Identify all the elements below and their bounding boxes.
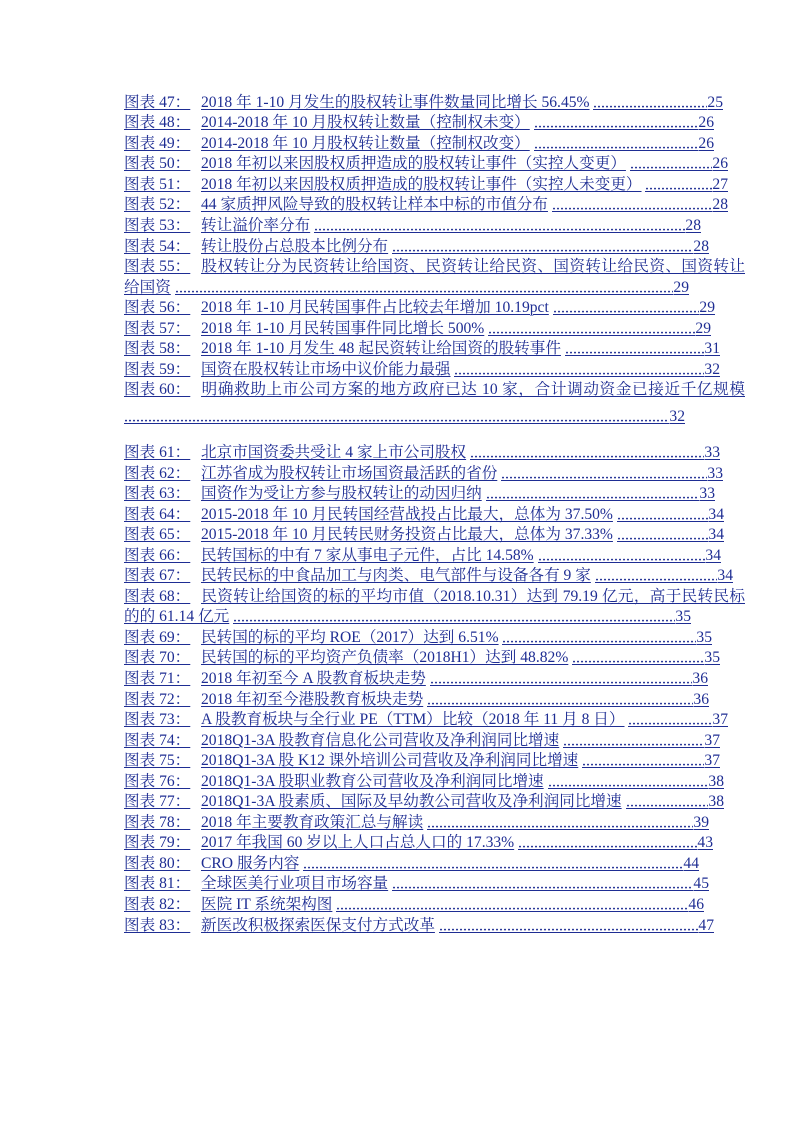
leader-and-page[interactable] [430, 670, 708, 687]
figure-title[interactable]: 全球医美行业项目市场容量 [201, 875, 389, 893]
page-number[interactable]: 47 [698, 916, 714, 934]
figure-number-label[interactable]: 图表 63： [124, 485, 191, 503]
dot-leader[interactable] [392, 886, 693, 891]
figure-number-label[interactable]: 图表 54： [124, 237, 191, 255]
page-number[interactable]: 29 [699, 299, 715, 317]
toc-entry[interactable] [124, 690, 745, 711]
leader-and-page[interactable] [454, 361, 720, 378]
toc-entry[interactable] [124, 216, 745, 237]
dot-leader[interactable] [233, 619, 675, 624]
figure-number-label[interactable]: 图表 69： [124, 628, 191, 646]
figure-title[interactable]: 明确救助上市公司方案的地方政府已达 10 家，合计调动资金已接近千亿规模 [201, 381, 745, 399]
section-gap [124, 432, 745, 443]
figure-number-label[interactable]: 图表 73： [124, 711, 191, 729]
figure-number-label[interactable]: 图表 64： [124, 505, 191, 523]
leader-and-page[interactable] [645, 176, 728, 193]
figure-number-label[interactable]: 图表 48： [124, 114, 191, 132]
figure-number-label[interactable]: 图表 83： [124, 916, 191, 934]
leader-and-page[interactable] [553, 299, 715, 316]
leader-and-page[interactable] [427, 691, 709, 708]
dot-leader[interactable] [454, 372, 704, 377]
dot-leader[interactable] [565, 351, 705, 356]
page-number[interactable]: 34 [708, 526, 724, 544]
page-number[interactable]: 35 [675, 608, 691, 626]
leader-and-page[interactable] [392, 238, 709, 255]
figure-number-label[interactable]: 图表 74： [124, 731, 191, 749]
figure-number-label[interactable]: 图表 79： [124, 834, 191, 852]
figure-number-label[interactable]: 图表 49： [124, 134, 191, 152]
toc-entry[interactable] [124, 731, 745, 752]
dot-leader[interactable] [626, 804, 709, 809]
dot-leader[interactable] [439, 928, 699, 933]
figure-title[interactable]: 2018Q1-3A 股 K12 课外培训公司营收及净利润同比增速 [201, 752, 579, 770]
figure-number-label[interactable]: 图表 62： [124, 464, 191, 482]
toc-entry[interactable] [124, 298, 745, 319]
toc-entry[interactable] [124, 813, 745, 834]
page-number[interactable]: 25 [707, 93, 723, 111]
page-number[interactable]: 29 [673, 278, 689, 296]
leader-and-page[interactable] [582, 752, 720, 769]
toc-entry[interactable] [124, 792, 745, 813]
page-number[interactable]: 36 [693, 690, 709, 708]
page-number[interactable]: 43 [697, 834, 713, 852]
toc-entry[interactable] [124, 669, 745, 690]
toc-entry[interactable] [124, 339, 745, 360]
toc-entry[interactable] [124, 195, 745, 216]
dot-leader[interactable] [582, 763, 704, 768]
dot-leader[interactable] [595, 578, 718, 583]
page-number[interactable]: 28 [693, 237, 709, 255]
figure-number-label[interactable]: 图表 67： [124, 567, 191, 585]
dot-leader[interactable] [617, 537, 709, 542]
page-number[interactable]: 32 [669, 407, 685, 425]
figure-title[interactable]: 2018 年 1-10 月发生的股权转让事件数量同比增长 56.45% [201, 93, 590, 111]
leader-and-page[interactable] [552, 196, 728, 213]
figure-number-label[interactable]: 图表 82： [124, 896, 191, 914]
dot-leader[interactable] [630, 166, 713, 171]
dot-leader[interactable] [430, 681, 693, 686]
figure-number-label[interactable]: 图表 76： [124, 772, 191, 790]
figure-number-label[interactable]: 图表 78： [124, 813, 191, 831]
dot-leader[interactable] [572, 660, 704, 665]
figure-title[interactable]: 2014-2018 年 10 月股权转让数量（控制权未变） [201, 114, 530, 132]
page-number[interactable]: 36 [692, 670, 708, 687]
leader-and-page[interactable] [593, 94, 723, 111]
toc-entry[interactable] [124, 710, 745, 731]
leader-and-page[interactable] [502, 629, 712, 646]
toc-entry[interactable] [124, 154, 745, 175]
leader-and-page[interactable] [439, 917, 714, 934]
figure-number-label[interactable]: 图表 66： [124, 546, 191, 564]
page-number[interactable]: 26 [698, 134, 714, 152]
dot-leader[interactable] [488, 331, 695, 336]
figure-title[interactable]: 2017 年我国 60 岁以上人口占总人口的 17.33% [201, 834, 515, 852]
dot-leader[interactable] [336, 907, 688, 912]
figure-title[interactable]: 2018 年主要教育政策汇总与解读 [201, 813, 424, 831]
dot-leader[interactable] [502, 640, 696, 645]
figure-number-label[interactable]: 图表 68： [124, 587, 191, 605]
figure-number-label[interactable]: 图表 72： [124, 690, 191, 708]
figure-number-label[interactable]: 图表 47： [124, 93, 191, 111]
leader-and-page[interactable] [572, 649, 720, 666]
figure-title[interactable]: 国资在股权转让市场中议价能力最强 [201, 360, 451, 378]
figure-number-label[interactable]: 图表 50： [124, 155, 191, 173]
figure-title[interactable]: 民转民标的中食品加工与肉类、电气部件与设备各有 9 家 [201, 567, 591, 585]
dot-leader[interactable] [501, 476, 707, 481]
toc-entry[interactable] [124, 854, 745, 875]
figure-title[interactable]: 北京市国资委共受让 4 家上市公司股权 [201, 443, 467, 461]
leader-and-page[interactable] [486, 485, 715, 502]
dot-leader[interactable] [175, 290, 674, 295]
figure-title[interactable]: 2018Q1-3A 股职业教育公司营收及净利润同比增速 [201, 772, 544, 790]
leader-and-page[interactable] [175, 279, 689, 296]
dot-leader[interactable] [552, 207, 713, 212]
figure-title[interactable]: 2015-2018 年 10 月民转民财务投资占比最大，总体为 37.33% [201, 526, 613, 544]
page-number[interactable]: 37 [712, 711, 728, 729]
figure-title[interactable]: 2018 年初至今港股教育板块走势 [201, 690, 424, 708]
figure-title[interactable]: 江苏省成为股权转让市场国资最活跃的省份 [201, 464, 498, 482]
leader-and-page[interactable] [626, 793, 724, 810]
leader-and-page[interactable] [303, 855, 699, 872]
toc-entry[interactable] [124, 751, 745, 772]
toc-entry[interactable] [124, 257, 745, 298]
dot-leader[interactable] [534, 146, 699, 151]
page-number[interactable]: 32 [704, 360, 720, 378]
figure-number-label[interactable]: 图表 55： [124, 258, 191, 276]
dot-leader[interactable] [628, 722, 712, 727]
leader-and-page[interactable] [534, 114, 714, 131]
page-number[interactable]: 35 [696, 628, 712, 646]
page-number[interactable]: 34 [705, 546, 721, 564]
figure-title[interactable]: 2018 年 1-10 月民转国事件占比较去年增加 10.19pct [201, 299, 549, 317]
toc-entry[interactable] [124, 484, 745, 505]
page-number[interactable]: 27 [712, 175, 728, 193]
toc-entry[interactable] [124, 546, 745, 567]
figure-title[interactable]: 2018Q1-3A 股教育信息化公司营收及净利润同比增速 [201, 731, 560, 749]
leader-and-page[interactable] [538, 547, 721, 564]
page-number[interactable]: 33 [699, 485, 715, 503]
toc-entry[interactable] [124, 380, 745, 432]
leader-and-page[interactable] [314, 217, 701, 234]
toc-entry[interactable] [124, 360, 745, 381]
page-number[interactable]: 28 [712, 196, 728, 214]
figure-title[interactable]: 新医改积极探索医保支付方式改革 [201, 916, 435, 934]
dot-leader[interactable] [534, 125, 699, 130]
toc-entry[interactable] [124, 895, 745, 916]
figure-title[interactable]: 民转国的标的平均资产负债率（2018H1）达到 48.82% [201, 649, 569, 667]
dot-leader[interactable] [548, 784, 709, 789]
figure-number-label[interactable]: 图表 61： [124, 443, 191, 461]
toc-entry[interactable] [124, 587, 745, 628]
leader-and-page[interactable] [233, 608, 691, 625]
figure-number-label[interactable]: 图表 60： [124, 381, 191, 399]
leader-and-page[interactable] [630, 155, 728, 172]
page-number[interactable]: 26 [698, 114, 714, 132]
figure-title[interactable]: CRO 服务内容 [201, 854, 300, 872]
page-number[interactable]: 26 [712, 155, 728, 173]
figure-title[interactable]: 2014-2018 年 10 月股权转让数量（控制权改变） [201, 134, 530, 152]
figure-number-label[interactable]: 图表 57： [124, 319, 191, 337]
dot-leader[interactable] [518, 845, 697, 850]
leader-and-page[interactable] [518, 834, 713, 851]
dot-leader[interactable] [645, 187, 712, 192]
leader-and-page[interactable] [336, 896, 704, 913]
figure-number-label[interactable]: 图表 71： [124, 670, 191, 687]
page-number[interactable]: 31 [704, 340, 720, 358]
toc-entry[interactable] [124, 113, 745, 134]
toc-entry[interactable] [124, 505, 745, 526]
figure-title[interactable]: 2018 年初以来因股权质押造成的股权转让事件（实控人未变更） [201, 175, 642, 193]
leader-and-page[interactable] [548, 773, 724, 790]
leader-and-page[interactable] [392, 875, 709, 892]
leader-and-page[interactable] [617, 526, 724, 543]
dot-leader[interactable] [553, 310, 700, 315]
list-of-figures [124, 93, 745, 936]
toc-entry[interactable] [124, 566, 745, 587]
leader-and-page[interactable] [124, 408, 685, 425]
figure-title[interactable]: 2018Q1-3A 股素质、国际及早幼教公司营收及净利润同比增速 [201, 793, 622, 811]
dot-leader[interactable] [392, 249, 693, 254]
toc-entry[interactable] [124, 833, 745, 854]
toc-entry[interactable] [124, 93, 745, 114]
page-number[interactable]: 44 [683, 854, 699, 872]
leader-and-page[interactable] [534, 135, 714, 152]
figure-number-label[interactable]: 图表 59： [124, 360, 191, 378]
toc-entry[interactable] [124, 237, 745, 258]
leader-and-page[interactable] [565, 340, 720, 357]
figure-number-label[interactable]: 图表 70： [124, 649, 191, 667]
toc-entry[interactable] [124, 443, 745, 464]
figure-title[interactable]: 股权转让分为民资转让给国资、民资转让给民资、国资转让给民资、国资转让给国资 [124, 258, 745, 296]
page-number[interactable]: 37 [704, 731, 720, 749]
toc-entry[interactable] [124, 464, 745, 485]
page-number[interactable]: 38 [708, 772, 724, 790]
figure-number-label[interactable]: 图表 80： [124, 854, 191, 872]
dot-leader[interactable] [427, 825, 693, 830]
figure-title[interactable]: 2018 年初以来因股权质押造成的股权转让事件（实控人变更） [201, 155, 626, 173]
dot-leader[interactable] [314, 228, 685, 233]
dot-leader[interactable] [427, 702, 693, 707]
page-number[interactable]: 34 [708, 505, 724, 523]
leader-and-page[interactable] [470, 444, 720, 461]
figure-number-label[interactable]: 图表 75： [124, 752, 191, 770]
figure-number-label[interactable]: 图表 81： [124, 875, 191, 893]
figure-number-label[interactable]: 图表 53： [124, 216, 191, 234]
figure-title[interactable]: 民转国的标的平均 ROE（2017）达到 6.51% [201, 628, 499, 646]
toc-entry[interactable] [124, 874, 745, 895]
figure-title[interactable]: 2018 年初至今 A 股教育板块走势 [201, 670, 426, 687]
figure-title[interactable]: 44 家质押风险导致的股权转让样本中标的市值分布 [201, 196, 548, 214]
dot-leader[interactable] [303, 866, 683, 871]
figure-title[interactable]: 民资转让给国资的标的平均市值（2018.10.31）达到 79.19 亿元，高于民转民标的的 61.14 亿元 [124, 587, 745, 626]
figure-title[interactable]: 2018 年 1-10 月民转国事件同比增长 500% [201, 319, 485, 337]
page-number[interactable]: 45 [693, 875, 709, 893]
page-number[interactable]: 37 [704, 752, 720, 770]
toc-entry[interactable] [124, 525, 745, 546]
toc-entry[interactable] [124, 916, 745, 937]
figure-number-label[interactable]: 图表 65： [124, 526, 191, 544]
leader-and-page[interactable] [501, 465, 723, 482]
page-number[interactable]: 28 [685, 216, 701, 234]
dot-leader[interactable] [538, 558, 706, 563]
toc-entry[interactable] [124, 319, 745, 340]
page-number[interactable]: 29 [695, 319, 711, 337]
figure-number-label[interactable]: 图表 51： [124, 175, 191, 193]
figure-title[interactable]: 转让溢价率分布 [201, 216, 311, 234]
figure-title[interactable]: 转让股份占总股本比例分布 [201, 237, 389, 255]
dot-leader[interactable] [470, 455, 704, 460]
dot-leader[interactable] [124, 419, 669, 424]
page-number[interactable]: 46 [688, 896, 704, 914]
figure-number-label[interactable]: 图表 52： [124, 196, 191, 214]
figure-number-label[interactable]: 图表 77： [124, 793, 191, 811]
figure-title[interactable]: A 股教育板块与全行业 PE（TTM）比较（2018 年 11 月 8 日） [201, 711, 625, 729]
figure-number-label[interactable]: 图表 56： [124, 299, 191, 317]
leader-and-page[interactable] [595, 567, 733, 584]
page-number[interactable]: 35 [704, 649, 720, 667]
dot-leader[interactable] [563, 743, 704, 748]
leader-and-page[interactable] [563, 732, 720, 749]
figure-title[interactable]: 国资作为受让方参与股权转让的动因归纳 [201, 485, 482, 503]
toc-entry[interactable] [124, 175, 745, 196]
figure-title[interactable]: 2015-2018 年 10 月民转国经营战投占比最大，总体为 37.50% [201, 505, 613, 523]
toc-entry[interactable] [124, 134, 745, 155]
dot-leader[interactable] [486, 496, 700, 501]
toc-entry[interactable] [124, 648, 745, 669]
toc-entry[interactable] [124, 628, 745, 649]
page-number[interactable]: 33 [707, 464, 723, 482]
page-number[interactable]: 33 [704, 443, 720, 461]
figure-title[interactable]: 医院 IT 系统架构图 [201, 896, 333, 914]
figure-title[interactable]: 民转国标的中有 7 家从事电子元件，占比 14.58% [201, 546, 534, 564]
page-number[interactable]: 38 [708, 793, 724, 811]
toc-entry[interactable] [124, 772, 745, 793]
leader-and-page[interactable] [628, 711, 728, 728]
leader-and-page[interactable] [488, 320, 711, 337]
leader-and-page[interactable] [617, 506, 724, 523]
figure-number-label[interactable]: 图表 58： [124, 340, 191, 358]
dot-leader[interactable] [593, 105, 707, 110]
page-number[interactable]: 39 [693, 813, 709, 831]
page-number[interactable]: 34 [717, 567, 733, 585]
leader-and-page[interactable] [427, 814, 709, 831]
dot-leader[interactable] [617, 517, 709, 522]
figure-title[interactable]: 2018 年 1-10 月发生 48 起民资转让给国资的股转事件 [201, 340, 561, 358]
